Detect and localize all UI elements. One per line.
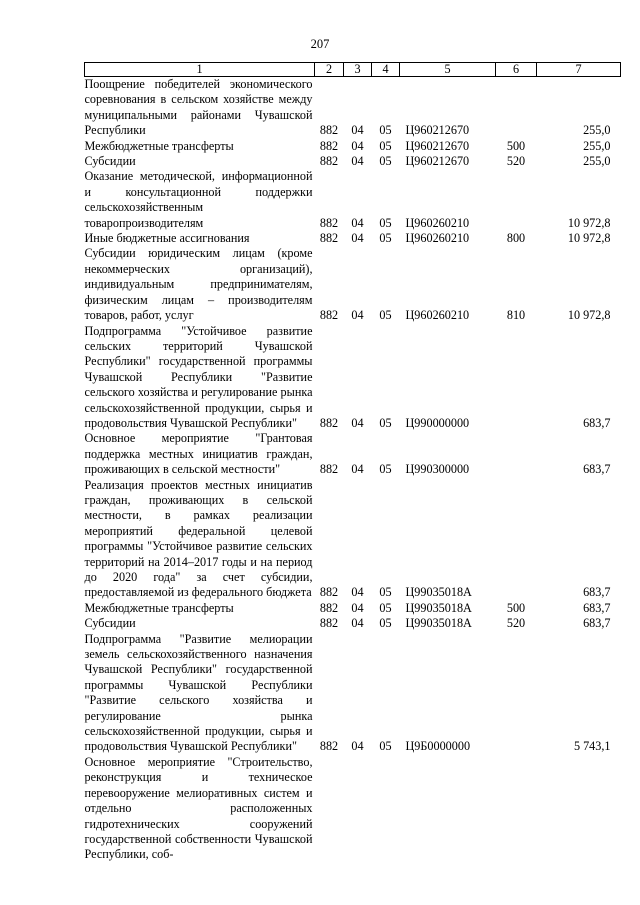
row-target-code: Ц960212670 bbox=[405, 123, 470, 138]
row-expense-type bbox=[496, 755, 537, 863]
row-target-code: Ц960260210 bbox=[405, 231, 470, 246]
row-amount: 255,0 bbox=[583, 138, 611, 153]
table-row bbox=[85, 431, 621, 477]
row-expense-type bbox=[496, 478, 537, 601]
table-row bbox=[85, 231, 621, 246]
row-section: 04 bbox=[351, 616, 364, 631]
row-name: Поощрение победителей экономического соревнования в сельском хозяйстве между муниципальными районами Чувашской Республики bbox=[84, 77, 313, 138]
row-subsection: 05 bbox=[379, 154, 392, 169]
row-section: 04 bbox=[351, 415, 364, 430]
row-target-code: Ц99035018А bbox=[405, 600, 472, 615]
row-amount: 5 743,1 bbox=[573, 739, 611, 754]
row-target-code bbox=[400, 755, 496, 863]
row-subsection bbox=[372, 755, 400, 863]
row-subsection: 05 bbox=[379, 123, 392, 138]
row-grbs: 882 bbox=[319, 585, 339, 600]
row-subsection: 05 bbox=[379, 231, 392, 246]
table-row bbox=[85, 169, 621, 231]
row-grbs: 882 bbox=[319, 415, 339, 430]
row-target-code: Ц99035018А bbox=[405, 616, 472, 631]
row-grbs: 882 bbox=[319, 154, 339, 169]
table-row bbox=[85, 755, 621, 863]
row-grbs: 882 bbox=[319, 138, 339, 153]
row-expense-type: 800 bbox=[506, 231, 526, 246]
table-row bbox=[85, 478, 621, 601]
row-name: Основное мероприятие "Строительство, реконструкция и техническое перевооружение мелиоративных систем и отдельно расположенных гидротехнических сооружений государственной собственности Чувашской Республики, соб- bbox=[84, 754, 313, 862]
row-grbs: 882 bbox=[319, 123, 339, 138]
row-section: 04 bbox=[351, 462, 364, 477]
table-row bbox=[85, 324, 621, 432]
row-amount: 683,7 bbox=[583, 600, 611, 615]
column-header: 5 bbox=[400, 63, 496, 77]
table-row bbox=[85, 139, 621, 154]
row-name: Межбюджетные трансферты bbox=[84, 138, 234, 153]
row-expense-type bbox=[496, 632, 537, 755]
row-target-code: Ц960212670 bbox=[405, 138, 470, 153]
row-subsection: 05 bbox=[379, 308, 392, 323]
row-expense-type bbox=[496, 324, 537, 432]
row-expense-type: 500 bbox=[506, 600, 526, 615]
row-expense-type: 500 bbox=[506, 138, 526, 153]
row-target-code: Ц960212670 bbox=[405, 154, 470, 169]
row-grbs: 882 bbox=[319, 308, 339, 323]
row-grbs: 882 bbox=[319, 215, 339, 230]
row-expense-type: 520 bbox=[506, 154, 526, 169]
row-expense-type bbox=[496, 169, 537, 231]
row-section: 04 bbox=[351, 231, 364, 246]
row-amount: 10 972,8 bbox=[567, 215, 611, 230]
row-section: 04 bbox=[351, 154, 364, 169]
row-name: Оказание методической, информационной и консультационной поддержки сельскохозяйственным товаропроизводителям bbox=[84, 169, 313, 230]
row-grbs: 882 bbox=[319, 616, 339, 631]
row-grbs bbox=[315, 755, 344, 863]
row-amount: 683,7 bbox=[583, 415, 611, 430]
row-name: Межбюджетные трансферты bbox=[84, 600, 234, 615]
row-expense-type: 520 bbox=[506, 616, 526, 631]
table-row bbox=[85, 601, 621, 616]
row-expense-type: 810 bbox=[506, 308, 526, 323]
row-amount bbox=[537, 755, 621, 863]
row-subsection: 05 bbox=[379, 600, 392, 615]
row-section: 04 bbox=[351, 739, 364, 754]
row-section: 04 bbox=[351, 585, 364, 600]
budget-table bbox=[84, 62, 621, 863]
table-header-row bbox=[85, 63, 621, 77]
row-amount: 683,7 bbox=[583, 616, 611, 631]
row-section: 04 bbox=[351, 123, 364, 138]
row-section: 04 bbox=[351, 215, 364, 230]
row-subsection: 05 bbox=[379, 462, 392, 477]
column-header: 2 bbox=[315, 63, 344, 77]
row-grbs: 882 bbox=[319, 739, 339, 754]
row-name: Подпрограмма "Устойчивое развитие сельских территорий Чувашской Республики" государственной программы Чувашской Республики "Развитие сельского хозяйства и регулирование рынка сельскохозяйственной продукции, сырья и продовольствия Чувашской Республики" bbox=[84, 323, 313, 430]
row-section: 04 bbox=[351, 600, 364, 615]
row-name: Иные бюджетные ассигнования bbox=[84, 231, 250, 246]
table-row bbox=[85, 246, 621, 323]
column-header: 3 bbox=[344, 63, 372, 77]
row-name: Субсидии юридическим лицам (кроме некоммерческих организаций), индивидуальным предпринимателям, физическим лицам – производителям товаров, работ, услуг bbox=[84, 246, 313, 323]
row-subsection: 05 bbox=[379, 215, 392, 230]
table-row bbox=[85, 632, 621, 755]
table-row bbox=[85, 77, 621, 139]
row-name: Субсидии bbox=[84, 154, 136, 169]
row-name: Подпрограмма "Развитие мелиорации земель сельскохозяйственного назначения Чувашской Республики" государственной программы Чувашской Республики "Развитие сельского хозяйства и регулирование рынка сельскохозяйственной продукции, сырья и продовольствия Чувашской Республики" bbox=[84, 631, 313, 754]
row-amount: 10 972,8 bbox=[567, 231, 611, 246]
row-grbs: 882 bbox=[319, 600, 339, 615]
row-target-code: Ц990300000 bbox=[405, 462, 470, 477]
row-name: Субсидии bbox=[84, 616, 136, 631]
row-target-code: Ц9Б0000000 bbox=[405, 739, 471, 754]
row-amount: 10 972,8 bbox=[567, 308, 611, 323]
row-section: 04 bbox=[351, 308, 364, 323]
column-header: 6 bbox=[496, 63, 537, 77]
row-subsection: 05 bbox=[379, 138, 392, 153]
row-amount: 255,0 bbox=[583, 154, 611, 169]
row-target-code: Ц990000000 bbox=[405, 415, 470, 430]
table-row bbox=[85, 616, 621, 631]
row-amount: 683,7 bbox=[583, 585, 611, 600]
row-amount: 683,7 bbox=[583, 462, 611, 477]
row-name: Реализация проектов местных инициатив граждан, проживающих в сельской местности, в рамках реализации мероприятий федеральной целевой программы "Устойчивое развитие сельских территорий на 2014–2017 годы и на период до 2020 года" за счет субсидии, предоставляемой из федерального бюджета bbox=[84, 477, 313, 600]
row-subsection: 05 bbox=[379, 585, 392, 600]
page-number: 207 bbox=[310, 37, 330, 51]
row-amount: 255,0 bbox=[583, 123, 611, 138]
row-subsection: 05 bbox=[379, 616, 392, 631]
row-subsection: 05 bbox=[379, 739, 392, 754]
row-grbs: 882 bbox=[319, 231, 339, 246]
table-row bbox=[85, 154, 621, 169]
row-target-code: Ц960260210 bbox=[405, 215, 470, 230]
row-subsection: 05 bbox=[379, 415, 392, 430]
column-header: 1 bbox=[85, 63, 315, 77]
row-target-code: Ц960260210 bbox=[405, 308, 470, 323]
row-grbs: 882 bbox=[319, 462, 339, 477]
row-target-code: Ц99035018А bbox=[405, 585, 472, 600]
row-name: Основное мероприятие "Грантовая поддержка местных инициатив граждан, проживающих в сельской местности" bbox=[84, 431, 313, 477]
column-header: 7 bbox=[537, 63, 621, 77]
row-expense-type bbox=[496, 431, 537, 477]
column-header: 4 bbox=[372, 63, 400, 77]
row-section: 04 bbox=[351, 138, 364, 153]
row-expense-type bbox=[496, 77, 537, 139]
row-section bbox=[344, 755, 372, 863]
